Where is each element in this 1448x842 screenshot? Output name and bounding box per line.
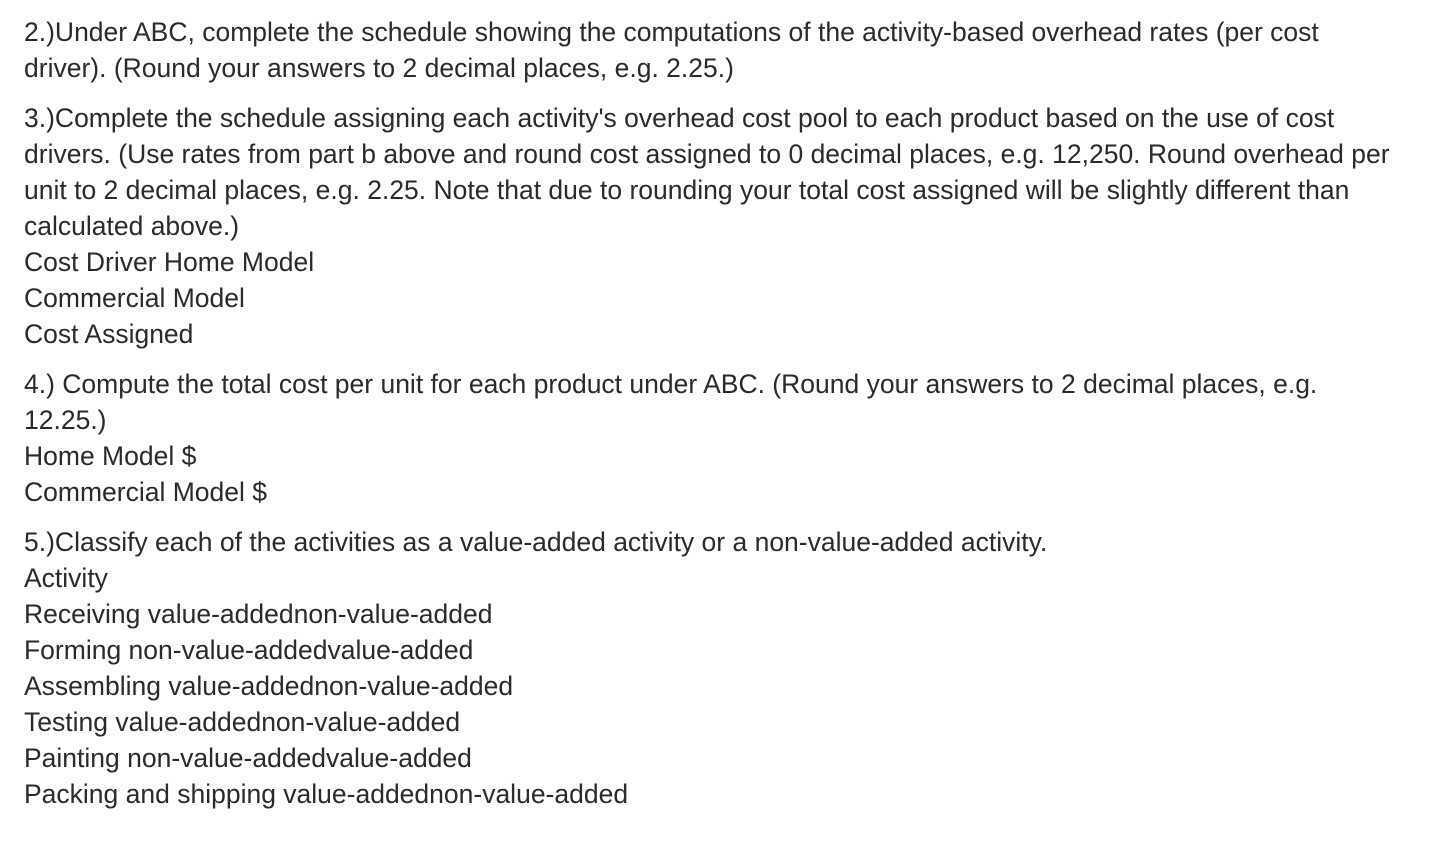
question-3-text: 3.)Complete the schedule assigning each activity's overhead cost pool to each product based on the use of cost drivers. (Use rates from part b above and round cost assigned to 0 decimal places, e.g. 12,250. Round overhead per unit to 2 decimal places, e.g. 2.25. Note that due to rounding your total cost assigned will be slightly different than calculated above.) bbox=[24, 103, 1390, 241]
commercial-model-label: Commercial Model bbox=[24, 283, 245, 313]
question-2 bbox=[24, 14, 1404, 86]
question-5 bbox=[24, 524, 1404, 812]
cost-assigned-label: Cost Assigned bbox=[24, 319, 194, 349]
activity-row: Testing value-addednon-value-added bbox=[24, 707, 461, 737]
question-4 bbox=[24, 366, 1404, 510]
commercial-model-cost-label: Commercial Model $ bbox=[24, 477, 267, 507]
question-3 bbox=[24, 100, 1404, 352]
question-4-text: 4.) Compute the total cost per unit for each product under ABC. (Round your answers to 2 decimal places, e.g. 12.25.) bbox=[24, 369, 1318, 435]
activity-row: Receiving value-addednon-value-added bbox=[24, 599, 493, 629]
activity-header: Activity bbox=[24, 563, 108, 593]
activity-row: Forming non-value-addedvalue-added bbox=[24, 635, 474, 665]
activity-row: Assembling value-addednon-value-added bbox=[24, 671, 514, 701]
activity-row: Painting non-value-addedvalue-added bbox=[24, 743, 472, 773]
activity-row: Packing and shipping value-addednon-value-added bbox=[24, 779, 629, 809]
question-document bbox=[24, 14, 1404, 826]
cost-driver-home-model-label: Cost Driver Home Model bbox=[24, 247, 315, 277]
home-model-cost-label: Home Model $ bbox=[24, 441, 197, 471]
question-5-text: 5.)Classify each of the activities as a value-added activity or a non-value-added activity. bbox=[24, 527, 1048, 557]
question-2-text: 2.)Under ABC, complete the schedule showing the computations of the activity-based overhead rates (per cost driver). (Round your answers to 2 decimal places, e.g. 2.25.) bbox=[24, 17, 1319, 83]
